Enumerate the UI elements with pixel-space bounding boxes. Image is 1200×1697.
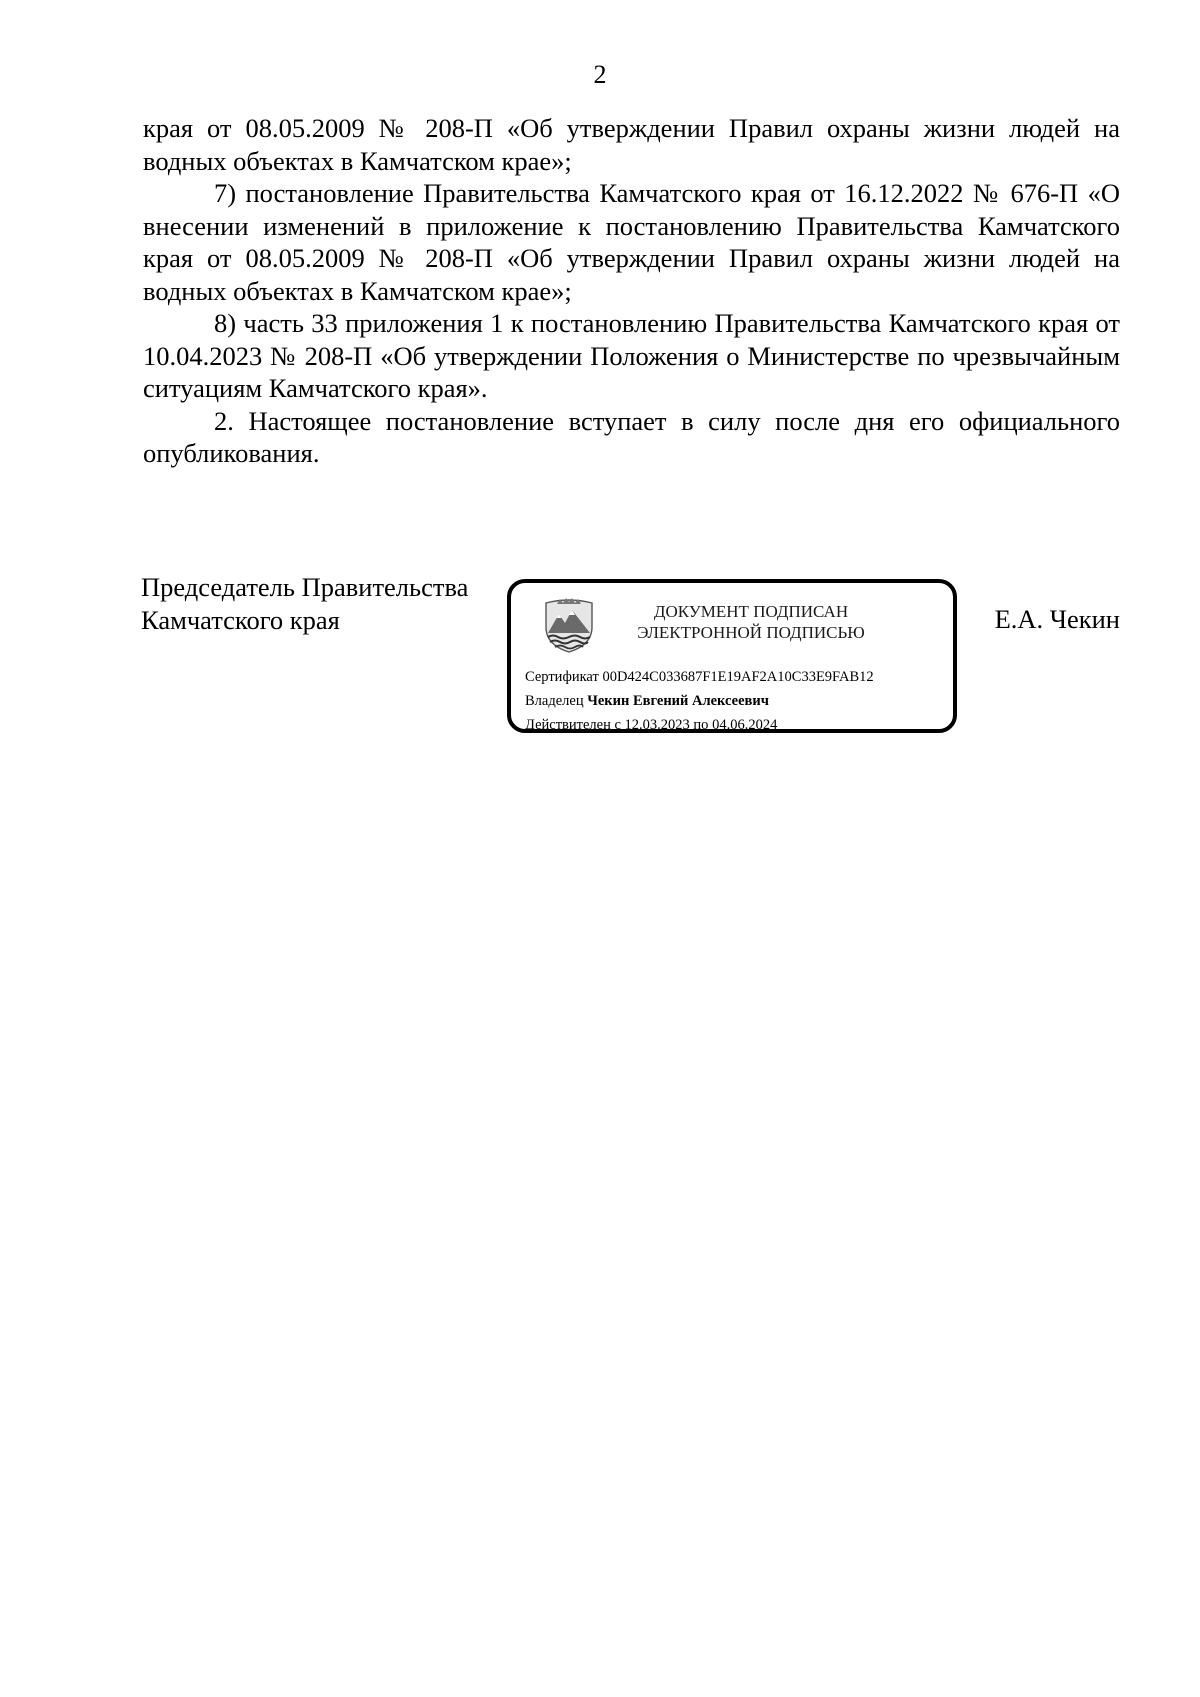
valid-to-date: 04.06.2024: [712, 717, 778, 733]
owner-label: Владелец: [525, 693, 584, 709]
kamchatka-coat-of-arms-icon: [543, 597, 595, 653]
paragraph-item-7: 7) постановление Правительства Камчатского края от 16.12.2022 № 676-П «О внесении изменений в приложение к постановлению Правительства Камчатского края от 08.05.2009 № 208-П «Об утверждении Правил охраны жизни людей на водных объектах в Камчатском крае»;: [143, 178, 1120, 306]
owner-value: Чекин Евгений Алексеевич: [587, 693, 769, 709]
certificate-value: 00D424C033687F1E19AF2A10C33E9FAB12: [602, 669, 874, 685]
stamp-title-line-2: ЭЛЕКТРОННОЙ ПОДПИСЬЮ: [637, 623, 865, 642]
paragraph-1: края от 08.05.2009 № 208-П «Об утверждении Правил охраны жизни людей на водных объектах в Камчатском крае»;: [143, 113, 1120, 176]
valid-from-label: Действителен с: [525, 717, 621, 733]
electronic-signature-stamp: [507, 579, 957, 733]
stamp-certificate-line: [525, 665, 874, 689]
signatory-position-line-1: Председатель Правительства: [141, 572, 469, 602]
valid-from-date: 12.03.2023: [624, 717, 690, 733]
certificate-label: Сертификат: [525, 669, 599, 685]
paragraph-item-8: 8) часть 33 приложения 1 к постановлению Правительства Камчатского края от 10.04.2023 № 208-П «Об утверждении Положения о Министерстве по чрезвычайным ситуациям Камчатского края».: [143, 308, 1120, 403]
valid-to-label: по: [693, 717, 709, 733]
document-body: [143, 112, 1120, 470]
paragraph-effective-date: 2. Настоящее постановление вступает в силу после дня его официального опубликования.: [143, 405, 1120, 468]
signatory-name: Е.А. Чекин: [994, 604, 1120, 634]
stamp-validity-line: [525, 713, 874, 737]
signatory-position: [141, 571, 468, 636]
stamp-title: [621, 601, 881, 643]
stamp-title-line-1: ДОКУМЕНТ ПОДПИСАН: [653, 602, 849, 621]
stamp-owner-line: [525, 689, 874, 713]
stamp-details: [525, 665, 874, 737]
signatory-position-line-2: Камчатского края: [141, 604, 340, 635]
page-number: 2: [593, 60, 607, 89]
